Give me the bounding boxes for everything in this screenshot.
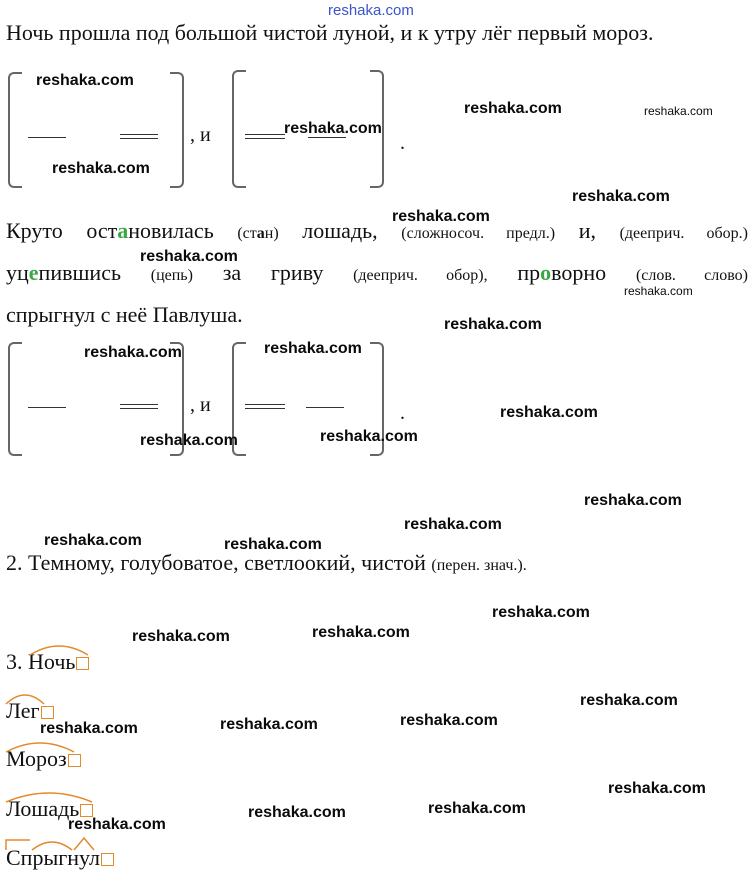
watermark: reshaka.com <box>224 536 322 553</box>
sentence-2-line-1 <box>6 218 748 244</box>
part-3-word-loshad: Лошадь <box>6 796 93 822</box>
watermark: reshaka.com <box>608 780 706 797</box>
watermark: reshaka.com <box>320 428 418 445</box>
prefix-root-suffix-icon <box>4 834 116 852</box>
watermark: reshaka.com <box>428 800 526 817</box>
ending-box-icon <box>76 657 89 670</box>
scheme-1-bracket-right-1 <box>170 72 184 188</box>
watermark: reshaka.com <box>132 628 230 645</box>
sentence-1: Ночь прошла под большой чистой луной, и к утру лёг первый мороз. <box>6 20 654 45</box>
scheme-1-bracket-left-1 <box>8 72 22 188</box>
watermark: reshaka.com <box>140 248 238 265</box>
watermark: reshaka.com <box>500 404 598 421</box>
ending-box-icon <box>68 754 81 767</box>
watermark: reshaka.com <box>284 120 382 137</box>
watermark: reshaka.com <box>444 316 542 333</box>
root-arc-icon <box>4 690 46 706</box>
watermark: reshaka.com <box>580 692 678 709</box>
part-2-answer: 2. Темному, голубоватое, светлоокий, чистой (перен. знач.). <box>6 550 527 575</box>
ending-box-icon <box>41 706 54 719</box>
watermark: reshaka.com <box>68 816 166 833</box>
site-header-link[interactable]: reshaka.com <box>328 2 414 19</box>
scheme-1-bracket-left-2 <box>232 70 246 188</box>
note-participle-phrase-1: (дееприч. обор.) <box>619 225 748 242</box>
part-3-word-moroz: Мороз <box>6 746 81 772</box>
watermark: reshaka.com <box>36 72 134 89</box>
word-za-grivu: за гриву <box>222 260 324 285</box>
scheme-1-period: . <box>400 132 405 154</box>
sentence-2-line-3: спрыгнул с неё Павлуша. <box>6 302 243 327</box>
note-stan: (стан) <box>237 225 279 242</box>
sentence-2-line-2 <box>6 260 748 286</box>
scheme-1-predicate-2 <box>245 134 285 139</box>
watermark: reshaka.com <box>44 532 142 549</box>
word-provorno: проворно <box>517 260 607 285</box>
watermark: reshaka.com <box>264 340 362 357</box>
watermark: reshaka.com <box>492 604 590 621</box>
scheme-2-conjunction: , и <box>190 394 211 416</box>
watermark: reshaka.com <box>624 284 693 298</box>
scheme-1-subject-1 <box>28 137 66 138</box>
watermark: reshaka.com <box>404 516 502 533</box>
scheme-2-bracket-left-1 <box>8 342 22 456</box>
note-complex-sentence: (сложносоч. предл.) <box>401 225 556 242</box>
scheme-1-predicate-1 <box>120 134 158 139</box>
watermark: reshaka.com <box>644 104 713 118</box>
watermark: reshaka.com <box>52 160 150 177</box>
watermark: reshaka.com <box>464 100 562 117</box>
watermark: reshaka.com <box>40 720 138 737</box>
ending-box-icon <box>101 853 114 866</box>
watermark: reshaka.com <box>584 492 682 509</box>
root-arc-icon <box>4 738 76 754</box>
note-dictionary-word: (слов. слово) <box>635 267 749 284</box>
part-3-word-leg: Лег <box>6 698 54 724</box>
watermark: reshaka.com <box>312 624 410 641</box>
watermark: reshaka.com <box>84 344 182 361</box>
root-arc-icon <box>4 788 94 804</box>
word-i: и, <box>578 218 596 243</box>
note-figurative: (перен. знач.). <box>431 557 527 574</box>
scheme-2-subject-1 <box>28 407 66 408</box>
watermark: reshaka.com <box>392 208 490 225</box>
scheme-2-period: . <box>400 402 405 424</box>
scheme-2-subject-2 <box>306 407 344 408</box>
watermark: reshaka.com <box>572 188 670 205</box>
part-3-word-noch: 3. Ночь <box>6 649 89 675</box>
root-arc-icon <box>28 641 90 657</box>
watermark: reshaka.com <box>400 712 498 729</box>
scheme-2-predicate-2 <box>245 404 285 409</box>
word-ucepivshis: уцепившись <box>6 260 121 285</box>
watermark: reshaka.com <box>140 432 238 449</box>
watermark: reshaka.com <box>220 716 318 733</box>
part-3-word-sprygnul: Спрыгнул <box>6 845 114 871</box>
scheme-1-conjunction: , и <box>190 124 211 146</box>
watermark: reshaka.com <box>248 804 346 821</box>
word-kruto-ostanovilas: Круто остановилась <box>6 218 214 243</box>
word-loshad: лошадь, <box>302 218 378 243</box>
scheme-2-predicate-1 <box>120 404 158 409</box>
note-cep: (цепь) <box>150 267 193 284</box>
note-participle-phrase-2: (дееприч. обор), <box>353 267 488 284</box>
